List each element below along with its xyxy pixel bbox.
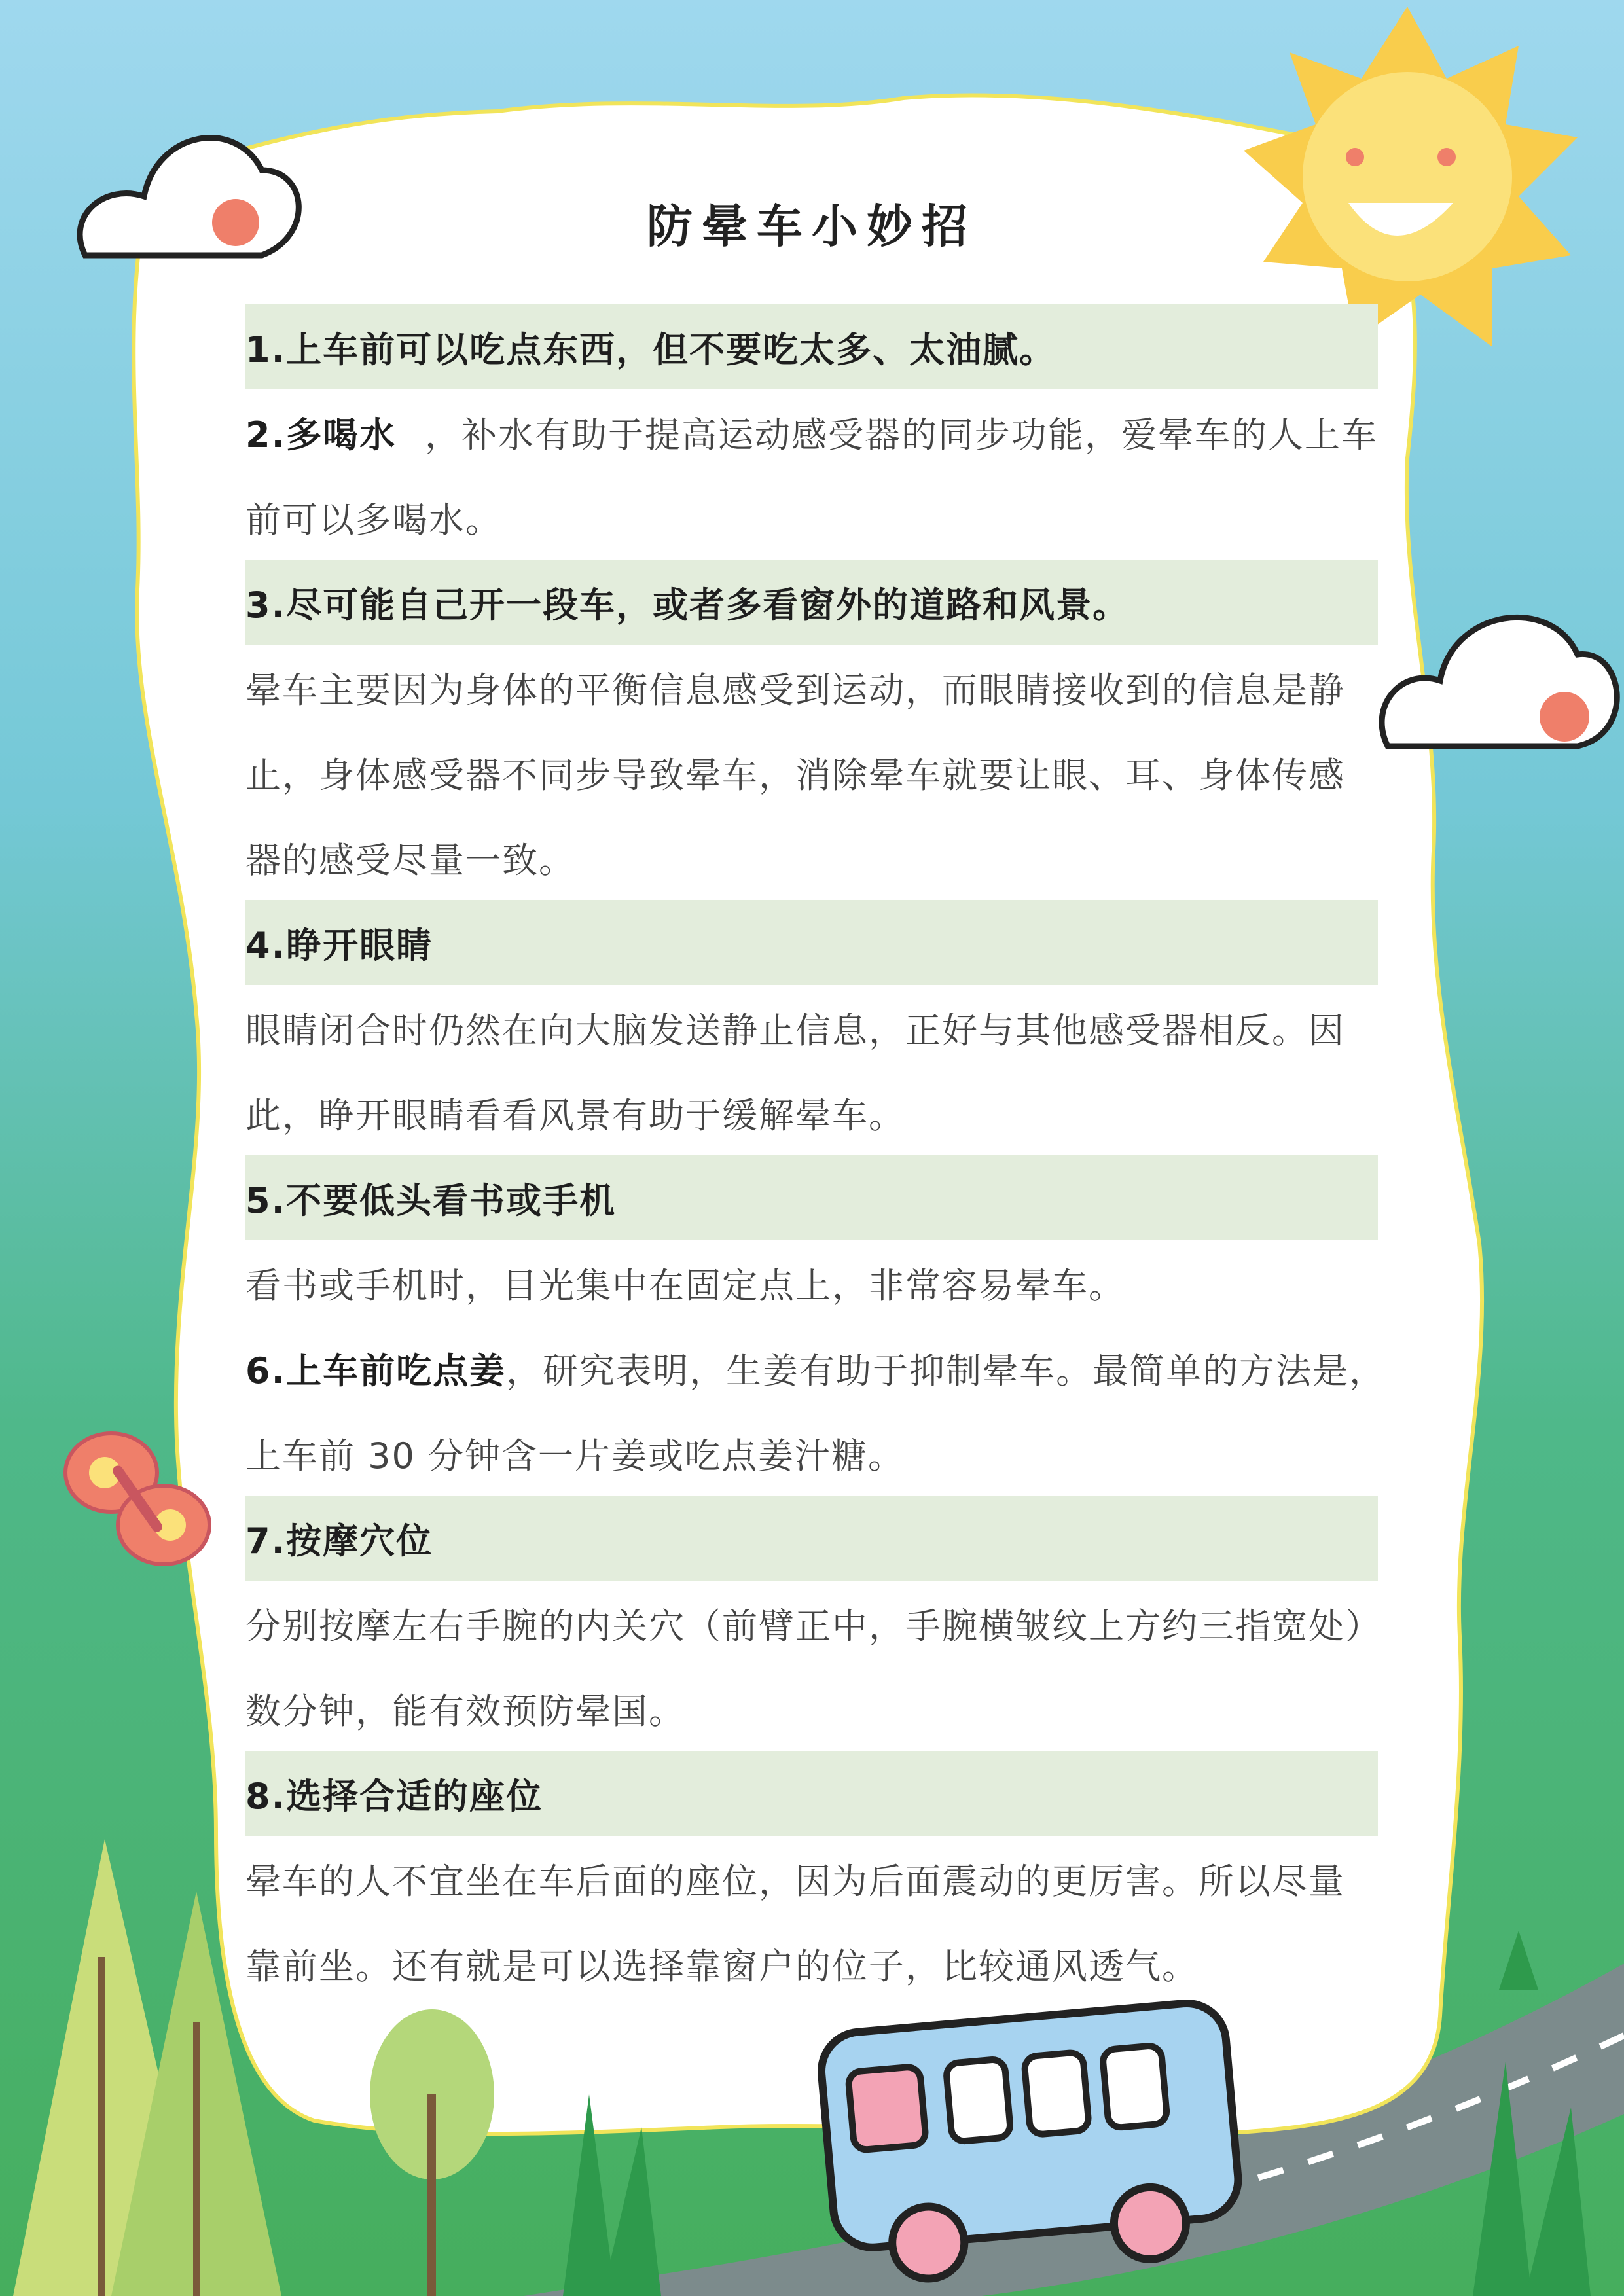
section-2-heading: 2.多喝水 — [245, 414, 397, 456]
section-3-body-2-text: 止，身体感受器不同步导致晕车，消除晕车就要让眼、耳、身体传感 — [245, 754, 1345, 796]
section-8-body-1 — [245, 1836, 1378, 1921]
section-5-body-1: 看书或手机时，目光集中在固定点上，非常容易晕车。 — [245, 1265, 1125, 1306]
section-6-heading: 6.上车前吃点姜 — [245, 1350, 507, 1391]
section-4-body-1 — [245, 985, 1378, 1070]
section-3-body-3: 器的感受尽量一致。 — [245, 839, 575, 881]
section-8-body-1-text: 晕车的人不宜坐在车后面的座位，因为后面震动的更厉害。所以尽量 — [245, 1860, 1345, 1902]
section-6-line-1 — [245, 1325, 1386, 1410]
section-8-body-2: 靠前坐。还有就是可以选择靠窗户的位子，比较通风透气。 — [245, 1945, 1199, 1987]
section-7-body-2: 数分钟，能有效预防晕国。 — [245, 1690, 685, 1732]
section-6-body-2: 上车前 30 分钟含一片姜或吃点姜汁糖。 — [245, 1435, 905, 1477]
section-2-line-1 — [245, 389, 1378, 475]
section-3-body-1 — [245, 645, 1378, 730]
section-4-body-2: 此，睁开眼睛看看风景有助于缓解晕车。 — [245, 1094, 905, 1136]
section-7-body-1 — [245, 1581, 1382, 1666]
section-8-heading: 8.选择合适的座位 — [245, 1751, 1378, 1836]
page-title: 防晕车小妙招 — [647, 200, 977, 253]
section-2-body-1: ，补水有助于提高运动感受器的同步功能，爱晕车的人上车 — [425, 414, 1378, 456]
section-5-heading: 5.不要低头看书或手机 — [245, 1155, 1378, 1240]
section-3-body-1-text: 晕车主要因为身体的平衡信息感受到运动，而眼睛接收到的信息是静 — [245, 669, 1345, 711]
section-7-heading: 7.按摩穴位 — [245, 1496, 1378, 1581]
section-2-body-2: 前可以多喝水。 — [245, 499, 502, 541]
section-7-body-1-text: 分别按摩左右手腕的内关穴（前臂正中，手腕横皱纹上方约三指宽处） — [245, 1605, 1382, 1647]
section-4-body-1-text: 眼睛闭合时仍然在向大脑发送静止信息，正好与其他感受器相反。因 — [245, 1009, 1345, 1051]
section-4-heading: 4.睁开眼睛 — [245, 900, 1378, 985]
section-1-heading: 1.上车前可以吃点东西，但不要吃太多、太油腻。 — [245, 304, 1378, 389]
section-3-body-2 — [245, 730, 1378, 815]
section-3-heading: 3.尽可能自己开一段车，或者多看窗外的道路和风景。 — [245, 560, 1378, 645]
section-6-body-1: ，研究表明，生姜有助于抑制晕车。最简单的方法是， — [506, 1350, 1386, 1391]
